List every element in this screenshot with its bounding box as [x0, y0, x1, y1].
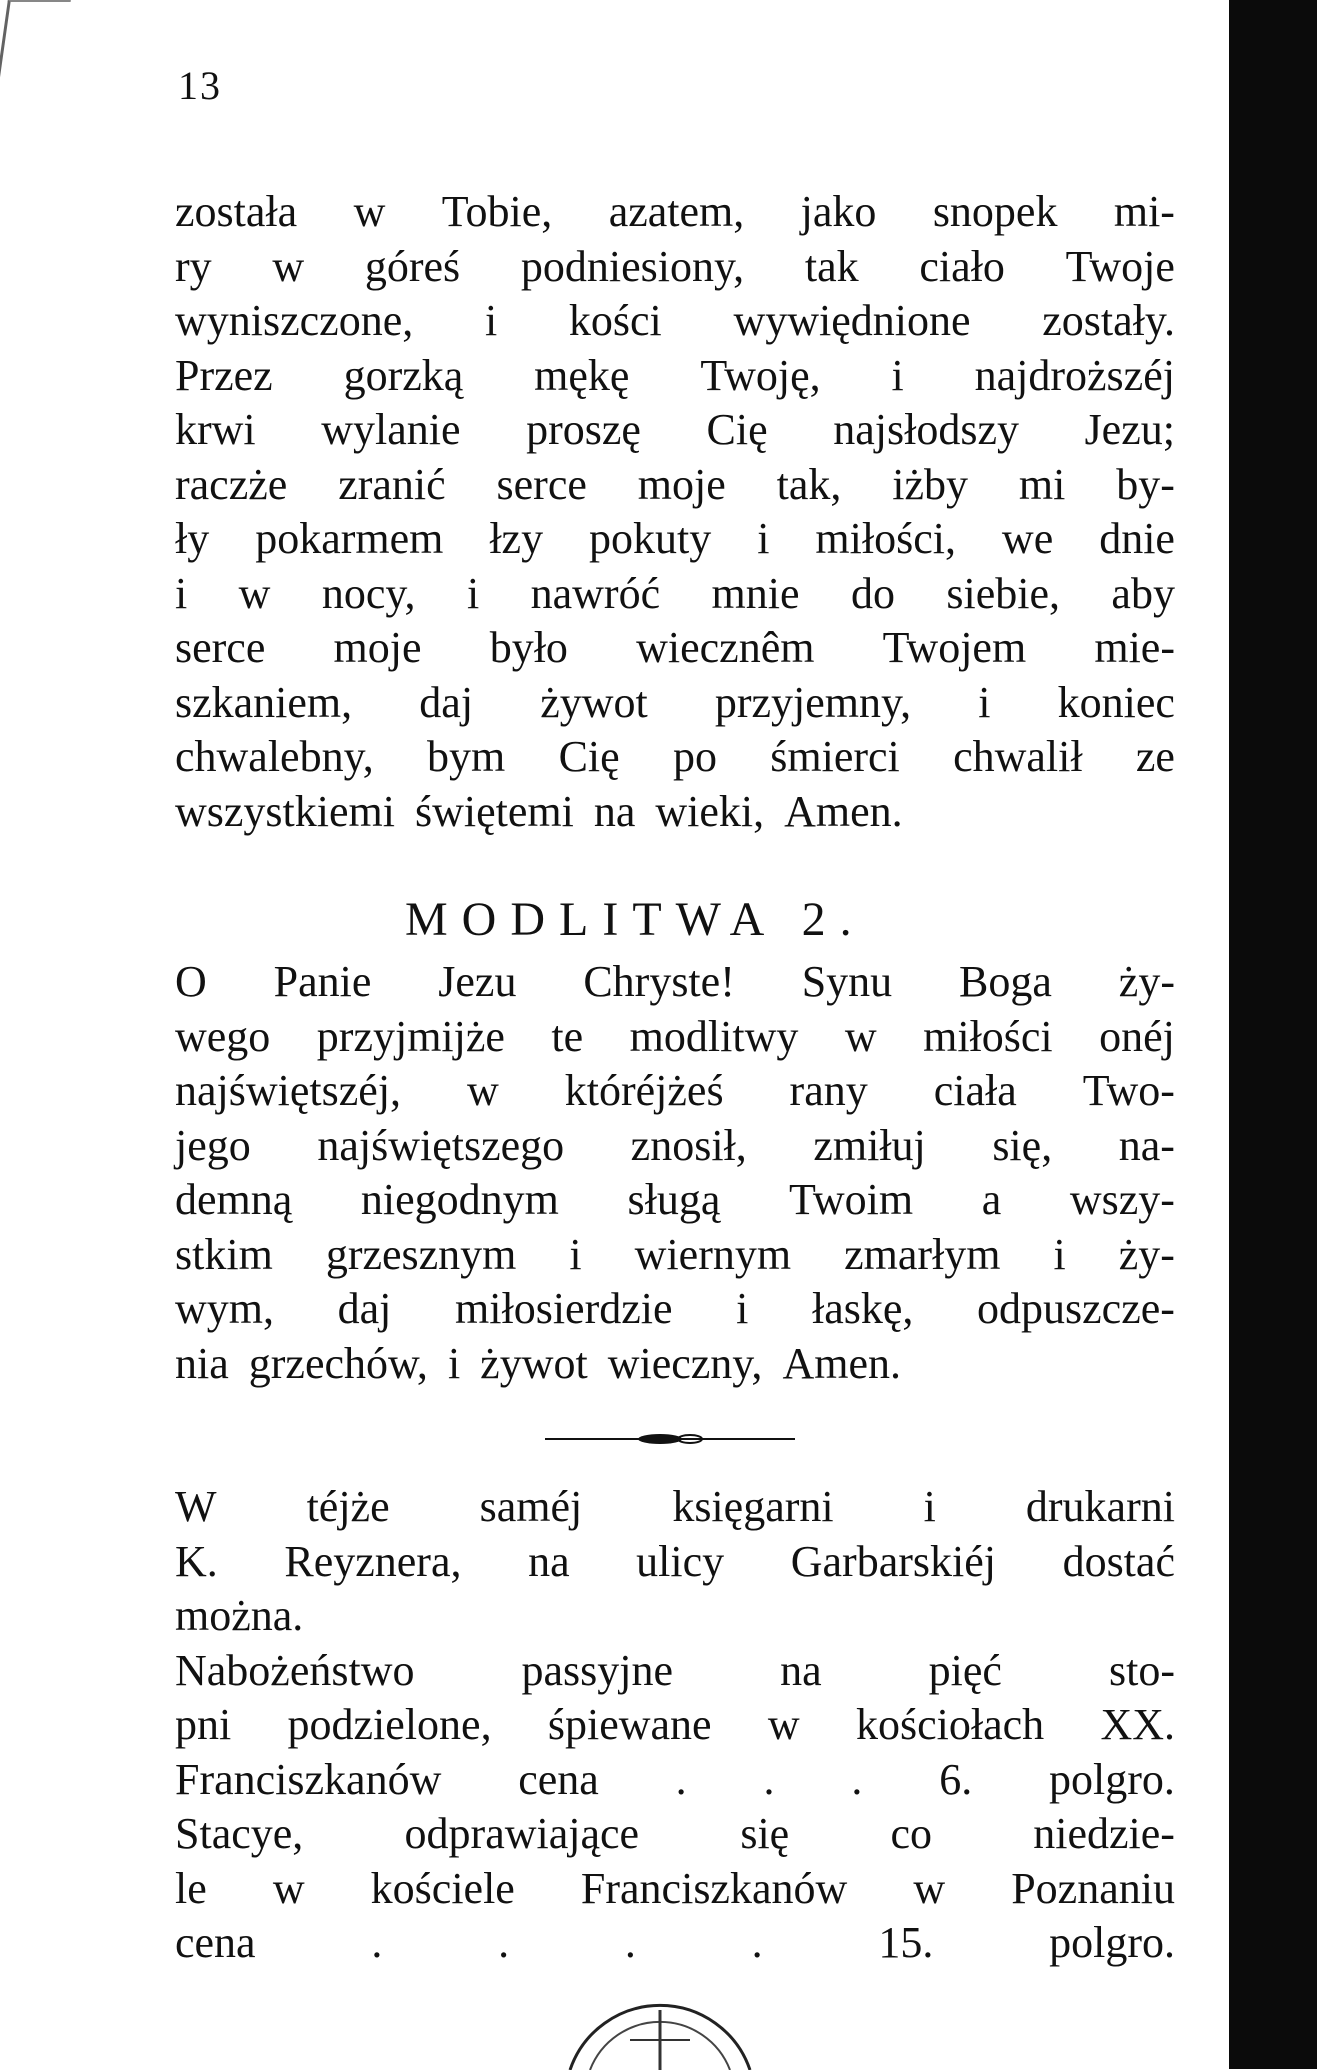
text-line: [175, 349, 1175, 404]
word: Boga: [959, 957, 1052, 1006]
word: ry: [175, 241, 212, 291]
word: śmierci: [770, 732, 900, 781]
word: proszę: [526, 405, 641, 454]
word: sługą: [627, 1175, 721, 1224]
word: ulicy: [636, 1536, 725, 1586]
word: najsłodszy: [833, 405, 1019, 454]
word: śpiewane: [547, 1700, 712, 1749]
word: gorzką: [343, 350, 464, 400]
word: moje: [637, 459, 726, 509]
text-line: [175, 1862, 1175, 1917]
prayer-continuation: [175, 185, 1175, 839]
word: snopek: [932, 187, 1058, 236]
word: i: [923, 1482, 936, 1531]
word: ciało: [919, 241, 1005, 291]
word: passyjne: [521, 1645, 674, 1695]
word: w: [913, 1863, 946, 1913]
word: Twoim: [789, 1175, 914, 1224]
word: znosił,: [630, 1120, 747, 1170]
word: O: [175, 957, 207, 1006]
word: w: [238, 568, 271, 618]
word: serce: [175, 623, 266, 672]
word: szkaniem,: [175, 677, 353, 727]
word: można.: [175, 1591, 304, 1640]
word: wiecznêm: [636, 623, 815, 672]
word: Przez: [175, 350, 273, 400]
word: .: [371, 1918, 383, 1967]
word: .: [763, 1754, 775, 1804]
word: rany: [789, 1066, 868, 1115]
word: ży-: [1118, 957, 1175, 1006]
word: wego: [175, 1011, 271, 1061]
word: a: [981, 1175, 1002, 1224]
word: Amen.: [782, 1338, 901, 1388]
word: grzesznym: [325, 1229, 517, 1279]
text-line: [175, 1535, 1175, 1590]
word: wiernym: [634, 1229, 792, 1279]
word: kości: [568, 296, 662, 345]
word: bym: [427, 732, 506, 781]
word: się: [740, 1809, 790, 1858]
word: daj: [419, 677, 474, 727]
word: i: [757, 514, 770, 563]
word: na-: [1118, 1120, 1175, 1170]
word: le: [175, 1863, 207, 1913]
word: zmarłym: [844, 1229, 1001, 1279]
word: do: [850, 568, 895, 618]
text-line: [175, 1589, 1175, 1644]
word: niegodnym: [360, 1175, 559, 1224]
text-line: [175, 1119, 1175, 1174]
scan-edge: [1229, 0, 1317, 2069]
word: niedzie-: [1033, 1809, 1175, 1858]
text-line: [175, 1644, 1175, 1699]
word: i: [978, 677, 991, 727]
word: onéj: [1099, 1011, 1175, 1061]
text-line: [175, 1282, 1175, 1337]
text-line: [175, 1173, 1175, 1228]
word: najdroższéj: [974, 350, 1175, 400]
word: .: [851, 1754, 863, 1804]
word: podniesiony,: [520, 241, 745, 291]
word: w: [844, 1011, 877, 1061]
word: wieczny,: [607, 1338, 763, 1388]
word: podzielone,: [287, 1700, 492, 1749]
word: chwalił: [953, 732, 1083, 781]
word: księgarni: [672, 1482, 834, 1531]
word: i: [447, 1338, 461, 1388]
text-line: [175, 240, 1175, 295]
word: przyjemny,: [714, 677, 912, 727]
word: Poznaniu: [1011, 1863, 1175, 1913]
word: mi-: [1113, 187, 1175, 236]
word: chwalebny,: [175, 732, 374, 781]
word: tak,: [776, 459, 842, 509]
word: azatem,: [608, 187, 745, 236]
word: moje: [333, 623, 422, 672]
word: mi: [1018, 459, 1066, 509]
word: Synu: [801, 957, 893, 1006]
word: siebie,: [946, 568, 1060, 618]
word: mnie: [711, 568, 800, 618]
word: i: [175, 568, 188, 618]
word: i: [569, 1229, 582, 1279]
word: K.: [175, 1536, 218, 1586]
word: grzechów,: [248, 1338, 428, 1388]
word: miłości: [923, 1011, 1053, 1061]
word: stkim: [175, 1229, 273, 1279]
word: żywot: [540, 677, 648, 727]
word: i: [891, 350, 904, 400]
word: łzy: [489, 514, 544, 563]
word: jego: [175, 1120, 251, 1170]
page-corner-mark: [0, 0, 71, 112]
word: została: [175, 187, 298, 236]
word: modlitwy: [629, 1011, 799, 1061]
text-line: [175, 955, 1175, 1010]
word: na: [528, 1536, 570, 1586]
word: raczże: [175, 459, 288, 509]
word: świętemi: [414, 786, 574, 836]
word: krwi: [175, 405, 256, 454]
text-line: [175, 458, 1175, 513]
word: zmiłuj: [813, 1120, 926, 1170]
text-line: [175, 1753, 1175, 1808]
word: cena: [175, 1918, 256, 1967]
text-line: [175, 676, 1175, 731]
word: pokarmem: [255, 514, 444, 563]
word: żywot: [480, 1338, 588, 1388]
word: iżby: [892, 459, 969, 509]
word: w: [353, 187, 386, 236]
word: Chryste!: [583, 957, 735, 1006]
text-line: [175, 1228, 1175, 1283]
text-line: [175, 185, 1175, 240]
word: się,: [992, 1120, 1053, 1170]
word: téjże: [306, 1482, 390, 1531]
text-line: [175, 1064, 1175, 1119]
word: Twoję,: [700, 350, 821, 400]
divider-ornament: [545, 1432, 795, 1446]
word: najświętszéj,: [175, 1066, 402, 1115]
word: nawróć: [530, 568, 661, 618]
word: było: [489, 623, 568, 672]
word: pni: [175, 1700, 232, 1749]
word: wym,: [175, 1284, 274, 1333]
word: .: [675, 1754, 687, 1804]
word: koniec: [1057, 677, 1175, 727]
word: wyniszczone,: [175, 296, 414, 345]
word: zostały.: [1042, 296, 1175, 345]
text-line: [175, 512, 1175, 567]
word: .: [751, 1918, 763, 1967]
word: w: [467, 1066, 499, 1115]
word: polgro.: [1049, 1918, 1175, 1967]
prayer-heading: MODLITWA 2.: [405, 893, 866, 946]
word: wieki,: [655, 786, 765, 836]
word: W: [175, 1482, 217, 1531]
word: i: [484, 296, 498, 345]
word: Franciszkanów: [580, 1863, 848, 1913]
word: saméj: [479, 1482, 583, 1531]
page-number: 13: [178, 63, 222, 108]
text-line: [175, 403, 1175, 458]
word: Stacye,: [175, 1809, 304, 1858]
text-line: [175, 730, 1175, 785]
word: ze: [1135, 732, 1175, 781]
word: odprawiające: [404, 1809, 640, 1858]
word: aby: [1111, 568, 1175, 618]
publisher-notice: [175, 1480, 1175, 1971]
word: co: [890, 1809, 932, 1858]
word: Cię: [706, 405, 768, 454]
word: zranić: [338, 459, 446, 509]
word: Reyznera,: [284, 1536, 462, 1586]
word: dnie: [1099, 514, 1175, 563]
word: Nabożeństwo: [175, 1645, 415, 1695]
text-line-last: [175, 1337, 1175, 1392]
word: Garbarskiéj: [790, 1536, 996, 1586]
word: Twoje: [1065, 241, 1175, 291]
word: daj: [337, 1284, 392, 1333]
word: miłości,: [815, 514, 956, 563]
word: Tobie,: [441, 187, 553, 236]
text-line: [175, 1480, 1175, 1535]
word: wszystkiemi: [175, 786, 395, 836]
word: Franciszkanów: [175, 1754, 442, 1804]
word: po: [672, 732, 717, 781]
word: najświętszego: [317, 1120, 565, 1170]
word: nocy,: [321, 568, 416, 618]
word: góreś: [364, 241, 461, 291]
word: pięć: [928, 1645, 1002, 1695]
word: kościołach: [855, 1700, 1045, 1749]
text-line: [175, 621, 1175, 676]
word: drukarni: [1025, 1482, 1175, 1531]
word: w: [767, 1700, 800, 1749]
word: 15.: [878, 1918, 934, 1967]
word: Jezu: [438, 957, 517, 1006]
word: łaskę,: [812, 1284, 914, 1333]
word: tak: [804, 241, 859, 291]
word: .: [498, 1918, 510, 1967]
word: Twojem: [882, 623, 1027, 672]
word: i: [736, 1284, 749, 1333]
text-line-last: [175, 785, 1175, 840]
word: w: [272, 241, 305, 291]
word: Panie: [273, 957, 372, 1006]
word: i: [1053, 1229, 1066, 1279]
word: polgro.: [1049, 1754, 1175, 1804]
word: Jezu;: [1084, 405, 1175, 454]
word: by-: [1116, 459, 1175, 509]
text-line: [175, 567, 1175, 622]
word: mie-: [1094, 623, 1175, 672]
word: demną: [175, 1175, 293, 1224]
word: i: [466, 568, 480, 618]
word: odpuszcze-: [977, 1284, 1175, 1333]
word: w: [272, 1863, 305, 1913]
word: jako: [800, 187, 877, 236]
word: na: [780, 1645, 822, 1695]
word: wywiędnione: [733, 296, 971, 345]
word: te: [551, 1011, 584, 1061]
word: XX.: [1100, 1700, 1175, 1749]
word: ży-: [1118, 1229, 1175, 1279]
text-line: [175, 1807, 1175, 1862]
word: sto-: [1108, 1645, 1175, 1695]
word: Cię: [558, 732, 620, 781]
word: pokuty: [589, 514, 712, 563]
word: ły: [175, 514, 210, 563]
word: wylanie: [321, 405, 461, 454]
word: cena: [518, 1754, 599, 1804]
prayer-two-text: [175, 955, 1175, 1391]
word: Two-: [1082, 1066, 1175, 1115]
word: na: [593, 786, 636, 836]
word: nia: [175, 1338, 229, 1388]
text-line: [175, 1698, 1175, 1753]
word: Amen.: [784, 786, 903, 836]
text-line: [175, 1010, 1175, 1065]
word: któréjżeś: [564, 1066, 724, 1115]
word: przyjmijże: [316, 1011, 505, 1061]
text-line: [175, 294, 1175, 349]
word: .: [624, 1918, 636, 1967]
word: wszy-: [1069, 1175, 1175, 1224]
word: we: [1001, 514, 1054, 563]
library-stamp: [560, 1950, 760, 2070]
word: serce: [496, 459, 587, 509]
word: ciała: [933, 1066, 1017, 1115]
word: kościele: [370, 1863, 515, 1913]
word: mękę: [534, 350, 630, 400]
word: 6.: [939, 1754, 973, 1804]
word: miłosierdzie: [455, 1284, 673, 1333]
word: dostać: [1062, 1536, 1175, 1586]
